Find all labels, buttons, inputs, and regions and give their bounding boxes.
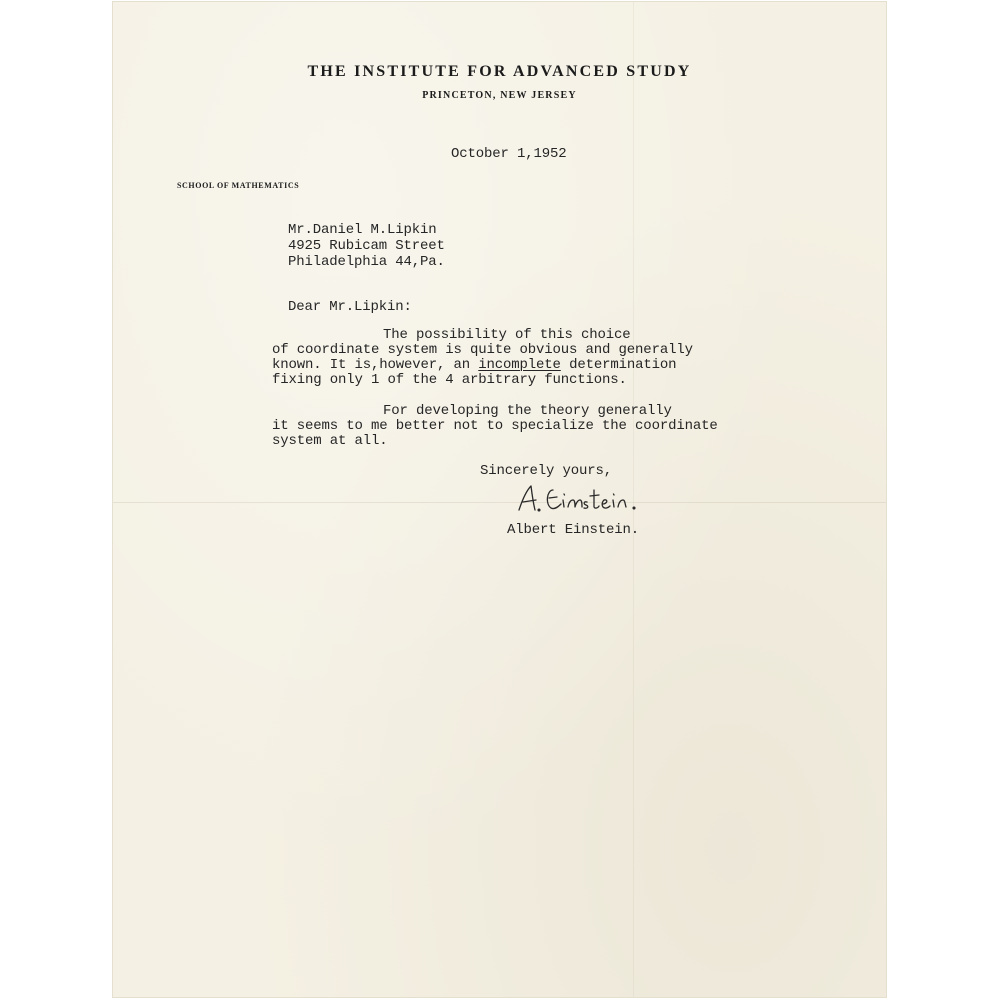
letter-sheet: [113, 2, 886, 997]
department-name: SCHOOL OF MATHEMATICS: [177, 181, 300, 190]
letterhead-location: PRINCETON, NEW JERSEY: [422, 90, 577, 101]
recipient-name: Mr.Daniel M.Lipkin: [288, 222, 437, 238]
body-line: For developing the theory generally: [383, 403, 672, 419]
recipient-address: [288, 222, 445, 270]
body-line: it seems to me better not to specialize the coordinate: [272, 418, 718, 434]
underlined-word: incomplete: [478, 357, 561, 373]
body-line: [272, 358, 693, 373]
body-line: The possibility of this choice: [383, 327, 631, 343]
paper-fold-line: [113, 502, 886, 503]
recipient-city: Philadelphia 44,Pa.: [288, 254, 445, 270]
body-paragraph-1: [272, 328, 693, 388]
body-line: system at all.: [272, 433, 388, 449]
recipient-street: 4925 Rubicam Street: [288, 238, 445, 254]
body-text: determination: [560, 357, 677, 373]
salutation: Dear Mr.Lipkin:: [288, 299, 412, 315]
letterhead-title: THE INSTITUTE FOR ADVANCED STUDY: [307, 63, 692, 80]
closing: Sincerely yours,: [480, 463, 613, 479]
body-paragraph-2: [272, 404, 718, 449]
typed-signature-name: Albert Einstein.: [507, 522, 640, 538]
body-text: known. It is,however, an: [272, 357, 479, 373]
body-line: of coordinate system is quite obvious and generally: [272, 342, 693, 358]
letter-date: October 1,1952: [451, 146, 567, 162]
handwritten-signature: [511, 480, 661, 520]
body-line: fixing only 1 of the 4 arbitrary functions.: [272, 372, 627, 388]
